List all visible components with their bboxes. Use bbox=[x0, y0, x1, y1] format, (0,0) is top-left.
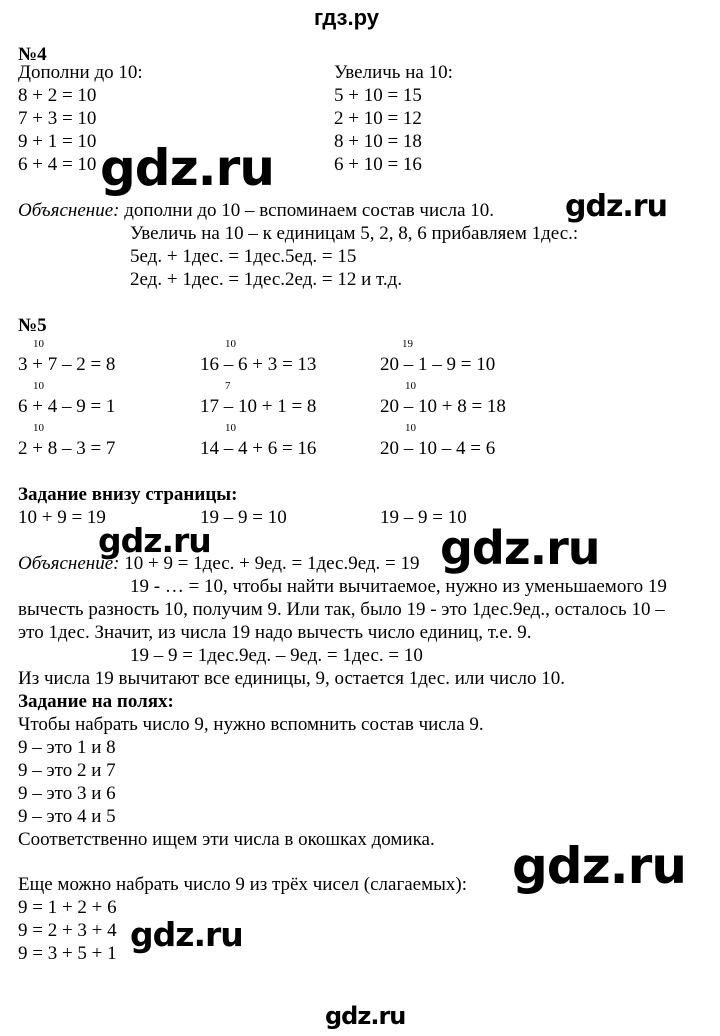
bottom-explanation-line bbox=[18, 552, 420, 575]
three-addends-heading: Еще можно набрать число 9 из трёх чисел (слагаемых): bbox=[18, 874, 468, 895]
task4-right-eq: 6 + 10 = 16 bbox=[334, 154, 422, 175]
three-addends-eq: 9 = 3 + 5 + 1 bbox=[18, 943, 117, 964]
watermark-logo: gdz.ru bbox=[565, 189, 667, 224]
task4-right-eq: 2 + 10 = 12 bbox=[334, 108, 422, 129]
task4-left-eq: 7 + 3 = 10 bbox=[18, 108, 97, 129]
task4-right-eq: 8 + 10 = 18 bbox=[334, 131, 422, 152]
bottom-explanation-line: 19 – 9 = 1дес.9ед. – 9ед. = 1дес. = 10 bbox=[130, 645, 423, 666]
task4-explanation-line bbox=[18, 199, 494, 222]
task5-intermediate: 10 bbox=[405, 422, 416, 434]
watermark-logo: gdz.ru bbox=[512, 837, 686, 895]
margin-task-line: Соответственно ищем эти числа в окошках домика. bbox=[18, 829, 435, 850]
watermark-logo: gdz.ru bbox=[325, 1002, 406, 1030]
task5-eq: 2 + 8 – 3 = 7 bbox=[18, 438, 116, 459]
bottom-explanation-line: Из числа 19 вычитают все единицы, 9, остается 1дес. или число 10. bbox=[18, 668, 565, 689]
site-header: гдз.ру bbox=[314, 5, 379, 30]
bottom-explanation-line: это 1дес. Значит, из числа 19 надо вычесть число единиц, т.е. 9. bbox=[18, 622, 532, 643]
task5-intermediate: 10 bbox=[33, 338, 44, 350]
bottom-explanation-line: 19 - … = 10, чтобы найти вычитаемое, нужно из уменьшаемого 19 bbox=[130, 576, 667, 597]
task4-left-eq: 9 + 1 = 10 bbox=[18, 131, 97, 152]
watermark-logo: gdz.ru bbox=[130, 915, 243, 954]
task5-eq: 17 – 10 + 1 = 8 bbox=[200, 396, 317, 417]
margin-task-line: 9 – это 4 и 5 bbox=[18, 806, 116, 827]
bottom-task-eq: 19 – 9 = 10 bbox=[380, 507, 467, 528]
task5-title: №5 bbox=[18, 315, 47, 336]
explanation-label: Объяснение: bbox=[18, 200, 120, 221]
task4-left-heading: Дополни до 10: bbox=[18, 62, 143, 83]
margin-task-line: 9 – это 3 и 6 bbox=[18, 783, 116, 804]
task4-right-eq: 5 + 10 = 15 bbox=[334, 85, 422, 106]
task4-left-eq: 8 + 2 = 10 bbox=[18, 85, 97, 106]
bottom-task-heading: Задание внизу страницы: bbox=[18, 484, 238, 505]
explanation-label: Объяснение: bbox=[18, 553, 120, 574]
margin-task-line: 9 – это 1 и 8 bbox=[18, 737, 116, 758]
task4-title: №4 bbox=[18, 44, 47, 65]
task4-right-heading: Увеличь на 10: bbox=[334, 62, 453, 83]
watermark-logo: gdz.ru bbox=[100, 139, 274, 197]
task5-intermediate: 10 bbox=[405, 380, 416, 392]
task4-explanation-line: 2ед. + 1дес. = 1дес.2ед. = 12 и т.д. bbox=[130, 269, 403, 290]
task5-eq: 20 – 1 – 9 = 10 bbox=[380, 354, 496, 375]
task5-intermediate: 10 bbox=[225, 338, 236, 350]
task5-eq: 16 – 6 + 3 = 13 bbox=[200, 354, 317, 375]
task5-intermediate: 10 bbox=[33, 422, 44, 434]
task5-eq: 20 – 10 + 8 = 18 bbox=[380, 396, 506, 417]
explanation-text: 10 + 9 = 1дес. + 9ед. = 1дес.9ед. = 19 bbox=[119, 553, 420, 574]
task5-intermediate: 7 bbox=[225, 380, 231, 392]
margin-task-heading: Задание на полях: bbox=[18, 691, 174, 712]
margin-task-line: Чтобы набрать число 9, нужно вспомнить состав числа 9. bbox=[18, 714, 484, 735]
task5-eq: 6 + 4 – 9 = 1 bbox=[18, 396, 116, 417]
bottom-explanation-line: вычесть разность 10, получим 9. Или так, было 19 - это 1дес.9ед., осталось 10 – bbox=[18, 599, 665, 620]
bottom-task-eq: 19 – 9 = 10 bbox=[200, 507, 287, 528]
explanation-text: дополни до 10 – вспоминаем состав числа 10. bbox=[119, 200, 495, 221]
task5-eq: 14 – 4 + 6 = 16 bbox=[200, 438, 317, 459]
margin-task-line: 9 – это 2 и 7 bbox=[18, 760, 116, 781]
task5-eq: 3 + 7 – 2 = 8 bbox=[18, 354, 116, 375]
bottom-task-eq: 10 + 9 = 19 bbox=[18, 507, 106, 528]
watermark-logo: gdz.ru bbox=[98, 521, 211, 560]
three-addends-eq: 9 = 1 + 2 + 6 bbox=[18, 897, 117, 918]
task5-eq: 20 – 10 – 4 = 6 bbox=[380, 438, 496, 459]
three-addends-eq: 9 = 2 + 3 + 4 bbox=[18, 920, 117, 941]
watermark-logo: gdz.ru bbox=[440, 521, 600, 575]
task4-explanation-line: Увеличь на 10 – к единицам 5, 2, 8, 6 прибавляем 1дес.: bbox=[130, 223, 579, 244]
task5-intermediate: 19 bbox=[402, 338, 413, 350]
task5-intermediate: 10 bbox=[225, 422, 236, 434]
task4-explanation-line: 5ед. + 1дес. = 1дес.5ед. = 15 bbox=[130, 246, 357, 267]
task5-intermediate: 10 bbox=[33, 380, 44, 392]
task4-left-eq: 6 + 4 = 10 bbox=[18, 154, 97, 175]
